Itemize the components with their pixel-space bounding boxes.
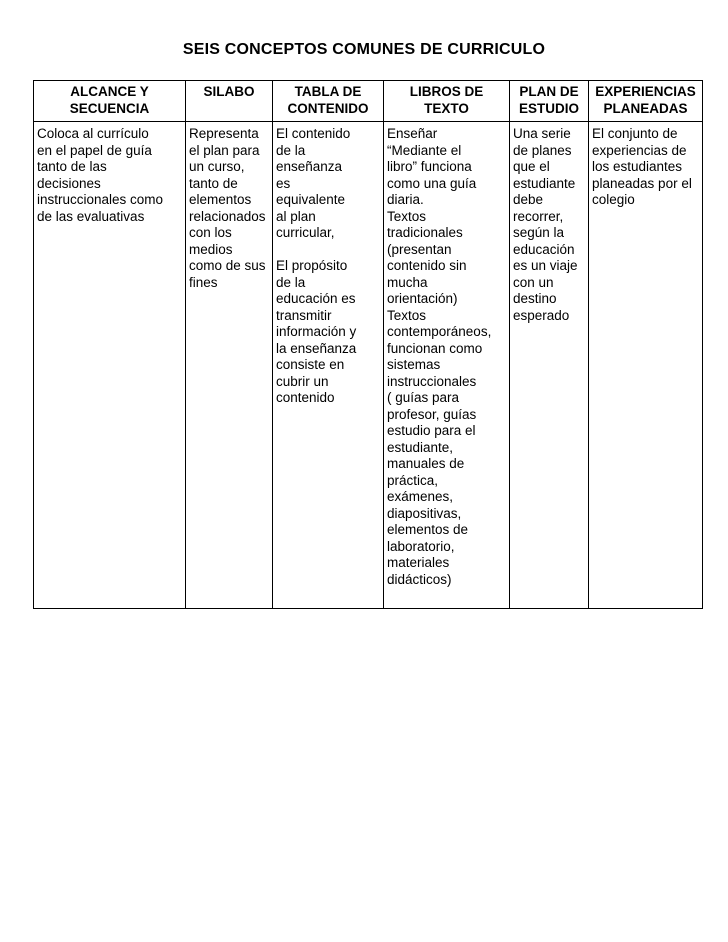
text-line: la enseñanza [276, 340, 357, 356]
text-line: Textos [387, 307, 427, 323]
text-line: instruccionales como [37, 192, 164, 207]
text-line: como de sus [189, 258, 266, 273]
text-line: TEXTO [424, 100, 469, 116]
text-line: diapositivas, [387, 505, 462, 521]
header-tabla-de-contenido [273, 81, 384, 122]
text-line: que el [513, 159, 550, 174]
text-line: como una guía [387, 175, 477, 191]
text-line: cubrir un [276, 373, 329, 389]
text-line: medios [189, 241, 233, 257]
text-line: esperado [513, 307, 570, 323]
text-line: de la [276, 142, 306, 158]
text-line: destino [513, 291, 557, 306]
text-line: estudiante, [387, 439, 454, 455]
text-line: CONTENIDO [287, 100, 369, 116]
text-line: (presentan [387, 241, 452, 257]
header-alcance-y-secuencia [34, 81, 186, 122]
text-line: contenido sin [387, 258, 467, 273]
text-line: EXPERIENCIAS [595, 84, 696, 99]
text-line: “Mediante el [387, 142, 462, 158]
text-line: de planes [513, 142, 572, 158]
header-experiencias-planeadas [589, 81, 703, 122]
text-line: equivalente [276, 192, 346, 207]
text-line: curricular, [276, 225, 335, 240]
cell-tabla-de-contenido [273, 122, 384, 609]
text-line: ( guías para [387, 390, 460, 405]
text-line: contemporáneos, [387, 324, 492, 339]
text-line: orientación) [387, 291, 458, 306]
table-header-row [34, 81, 703, 122]
text-line: laboratorio, [387, 538, 455, 554]
text-line: diaria. [387, 192, 424, 207]
text-line: Una serie [513, 126, 571, 141]
text-line: estudiante [513, 175, 576, 191]
text-line: enseñanza [276, 159, 343, 174]
text-line: didácticos) [387, 571, 452, 587]
text-line: manuales de [387, 456, 465, 471]
text-line: recorrer, [513, 208, 564, 224]
text-line: TABLA DE [294, 84, 362, 99]
text-line: es [276, 175, 291, 191]
text-line: decisiones [37, 175, 101, 191]
paragraph-gap [276, 242, 380, 259]
text-line: contenido [276, 390, 335, 405]
text-line: PLANEADAS [603, 100, 688, 116]
text-line: de la [276, 274, 306, 290]
text-line: Coloca al currículo [37, 126, 149, 141]
cell-alcance-y-secuencia [34, 122, 186, 609]
text-line: materiales [387, 555, 450, 570]
text-line: PLAN DE [519, 84, 579, 99]
text-line: elementos de [387, 522, 469, 537]
table-row [34, 122, 703, 609]
text-line: sistemas [387, 357, 441, 372]
text-line: tradicionales [387, 225, 463, 240]
cell-silabo [186, 122, 273, 609]
header-silabo [186, 81, 273, 122]
text-line: de las evaluativas [37, 208, 145, 224]
cell-plan-de-estudio [510, 122, 589, 609]
text-line: experiencias de [592, 142, 687, 158]
document-title: SEIS CONCEPTOS COMUNES DE CURRICULO [182, 41, 546, 58]
cell-libros-de-texto [384, 122, 510, 609]
header-plan-de-estudio [510, 81, 589, 122]
text-line: SECUENCIA [69, 100, 150, 116]
text-line: estudio para el [387, 423, 476, 438]
text-line: un curso, [189, 159, 245, 174]
text-line: transmitir [276, 307, 332, 323]
cell-experiencias-planeadas [589, 122, 703, 609]
text-line: educación [513, 241, 575, 257]
text-line: El contenido [276, 126, 351, 141]
text-line: tanto de las [37, 159, 107, 174]
text-line: tanto de [189, 175, 238, 191]
text-line: libro” funciona [387, 159, 472, 174]
text-line: LIBROS DE [409, 84, 484, 99]
text-line: en el papel de guía [37, 142, 152, 158]
text-line: información y [276, 324, 357, 339]
text-line: práctica, [387, 472, 439, 488]
text-line: SILABO [203, 84, 255, 99]
text-line: con un [513, 274, 554, 290]
text-line: El propósito [276, 258, 348, 273]
text-line: exámenes, [387, 489, 454, 504]
text-line: los estudiantes [592, 159, 683, 174]
text-line: fines [189, 274, 218, 290]
text-line: según la [513, 225, 565, 240]
text-line: consiste en [276, 357, 345, 372]
text-line: el plan para [189, 142, 260, 158]
text-line: Textos [387, 208, 427, 224]
concepts-table [33, 80, 703, 609]
text-line: instruccionales [387, 373, 477, 389]
text-line: El conjunto de [592, 126, 678, 141]
text-line: elementos [189, 192, 252, 207]
header-libros-de-texto [384, 81, 510, 122]
text-line: Representa [189, 126, 259, 141]
text-line: mucha [387, 274, 428, 290]
text-line: profesor, guías [387, 406, 477, 422]
text-line: debe [513, 192, 544, 207]
text-line: al plan [276, 208, 316, 224]
text-line: relacionados [189, 208, 266, 224]
text-line: ALCANCE Y [70, 84, 149, 99]
text-line: educación es [276, 291, 356, 306]
text-line: con los [189, 225, 232, 240]
text-line: planeadas por el [592, 175, 692, 191]
text-line: ESTUDIO [518, 100, 579, 116]
text-line: Enseñar [387, 126, 438, 141]
text-line: funcionan como [387, 340, 483, 356]
text-line: colegio [592, 192, 635, 207]
text-line: es un viaje [513, 258, 578, 273]
